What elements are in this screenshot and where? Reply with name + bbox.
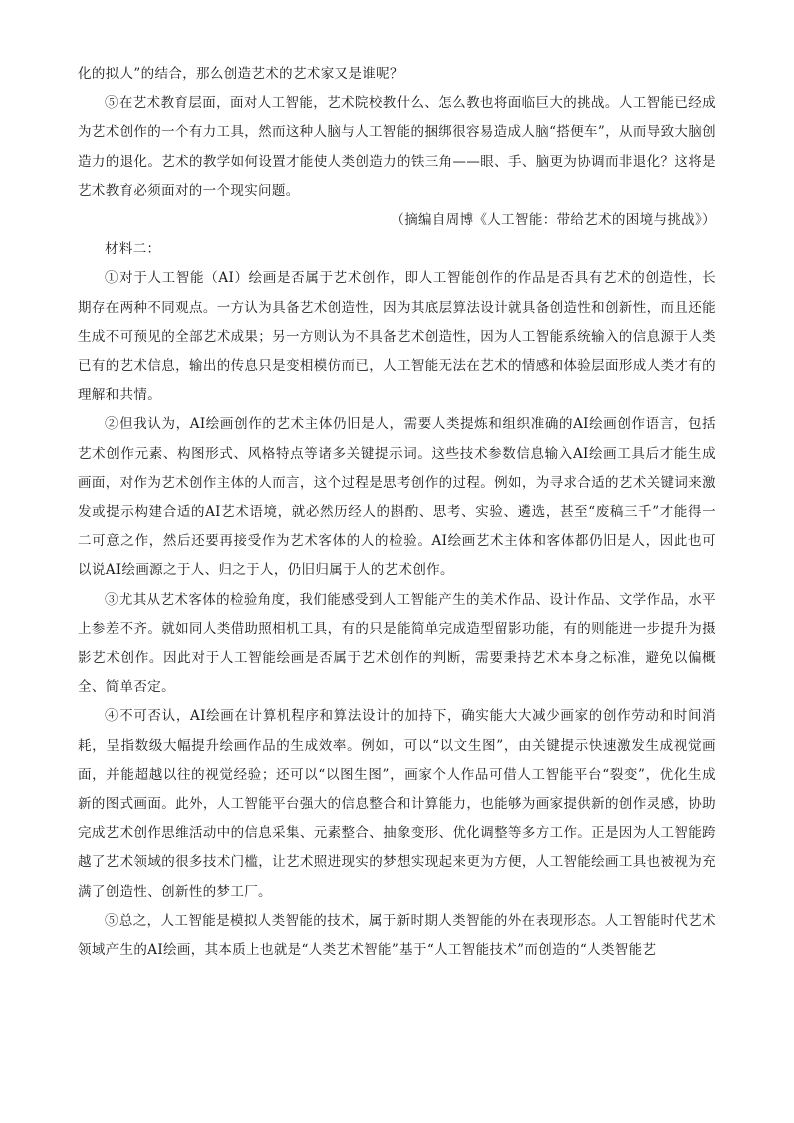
- material-two-para-5: ⑤总之，人工智能是模拟人类智能的技术，属于新时期人类智能的外在表现形态。人工智能时代艺术领域产生的AI绘画，其本质上也就是“人类艺术智能”基于“人工智能技术”而创造的“人类智能艺: [78, 912, 716, 959]
- material-two-para-1: ①对于人工智能（AI）绘画是否属于艺术创作，即人工智能创作的作品是否具有艺术的创造性，长期存在两种不同观点。一方认为具备艺术创造性，因为其底层算法设计就具备创造性和创新性，而且还能生成不可预见的全部艺术成果；另一方则认为不具备艺术创造性，因为人工智能系统输入的信息源于人类已有的艺术信息，输出的传息只是变相模仿而已，人工智能无法在艺术的情感和体验层面形成人类才有的理解和共情。: [78, 270, 716, 404]
- material-two-para-4: ④不可否认，AI绘画在计算机程序和算法设计的加持下，确实能大大减少画家的创作劳动和时间消耗，呈指数级大幅提升绘画作品的生成效率。例如，可以“以文生图”，由关键提示快速激发生成视觉画面，并能超越以往的视觉经验；还可以“以图生图”，画家个人作品可借人工智能平台“裂变”，优化生成新的图式画面。此外，人工智能平台强大的信息整合和计算能力，也能够为画家提供新的创作灵感，协助完成艺术创作思维活动中的信息采集、元素整合、抽象变形、优化调整等多方工作。正是因为人工智能跨越了艺术领域的很多技术门槛，让艺术照进现实的梦想实现起来更为方便，人工智能绘画工具也被视为充满了创造性、创新性的梦工厂。: [78, 708, 716, 900]
- material-two-para-2: ②但我认为，AI绘画创作的艺术主体仍旧是人，需要人类提炼和组织准确的AI绘画创作语言，包括艺术创作元素、构图形式、风格特点等诸多关键提示词。这些技术参数信息输入AI绘画工具后才能生成画面，对作为艺术创作主体的人而言，这个过程是思考创作的过程。例如，为寻求合适的艺术关键词来激发或提示构建合适的AI艺术语境，就必然历经人的斟酌、思考、实验、遴选，甚至“废稿三千”才能得一二可意之作，然后还要再接受作为艺术客体的人的检验。AI绘画艺术主体和客体都仍旧是人，因此也可以说AI绘画源之于人、归之于人，仍旧归属于人的艺术创作。: [78, 416, 716, 579]
- material-one-source: （摘编自周博《人工智能：带给艺术的困境与挑战》）: [390, 212, 716, 229]
- material-one-para-5: ⑤在艺术教育层面，面对人工智能，艺术院校教什么、怎么教也将面临巨大的挑战。人工智能已经成为艺术创作的一个有力工具，然而这种人脑与人工智能的捆绑很容易造成人脑“搭便车”，从而导致大脑创造力的退化。艺术的教学如何设置才能使人类创造力的铁三角——眼、手、脑更为协调而非退化？这将是艺术教育必须面对的一个现实问题。: [78, 95, 716, 199]
- document-page: [78, 60, 716, 965]
- material-two-para-3: ③尤其从艺术客体的检验角度，我们能感受到人工智能产生的美术作品、设计作品、文学作品，水平上参差不齐。就如同人类借助照相机工具，有的只是能简单完成造型留影功能，有的则能进一步提升为摄影艺术创作。因此对于人工智能绘画是否属于艺术创作的判断，需要秉持艺术本身之标准，避免以偏概全、简单否定。: [78, 591, 716, 696]
- material-one-para-4-end: 化的拟人”的结合，那么创造艺术的艺术家又是谁呢？: [78, 66, 404, 82]
- material-two-label: 材料二：: [105, 241, 161, 258]
